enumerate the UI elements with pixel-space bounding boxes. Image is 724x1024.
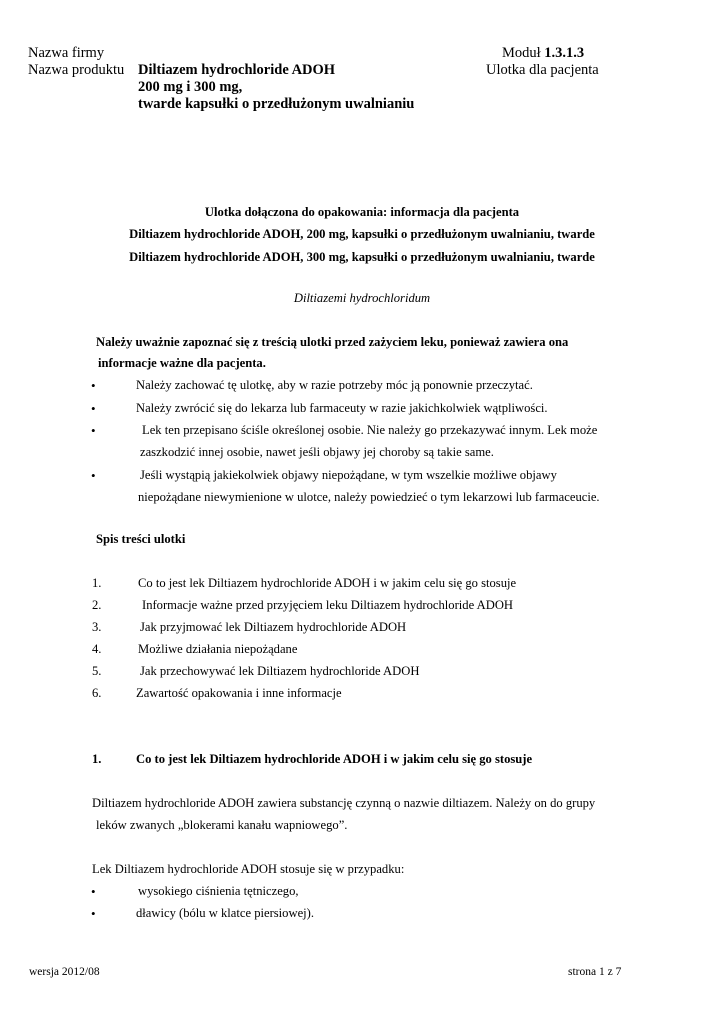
product-strength: 200 mg i 300 mg, bbox=[138, 79, 243, 95]
toc-text: Co to jest lek Diltiazem hydrochloride ADOH i w jakim celu się go stosuje bbox=[138, 576, 517, 590]
section-number: 1. bbox=[92, 752, 102, 766]
paragraph-line: leków zwanych „blokerami kanału wapniowego”. bbox=[96, 818, 348, 832]
bullet-symbol: • bbox=[91, 423, 96, 438]
module-prefix: Moduł bbox=[502, 45, 545, 61]
bullet-symbol: • bbox=[91, 468, 96, 483]
bullet-text: Jeśli wystąpią jakiekolwiek objawy niepożądane, w tym wszelkie możliwe objawy bbox=[140, 468, 557, 482]
warning-line-1: Należy uważnie zapoznać się z treścią ulotki przed zażyciem leku, ponieważ zawiera ona bbox=[96, 335, 569, 349]
toc-text: Zawartość opakowania i inne informacje bbox=[136, 686, 342, 700]
toc-number: 4. bbox=[92, 642, 102, 656]
doc-type-label: Ulotka dla pacjenta bbox=[486, 62, 599, 78]
section-heading: Co to jest lek Diltiazem hydrochloride ADOH i w jakim celu się go stosuje bbox=[136, 752, 533, 766]
warning-line-2: informacje ważne dla pacjenta. bbox=[98, 356, 266, 370]
active-substance: Diltiazemi hydrochloridum bbox=[293, 291, 431, 305]
bullet-text: Należy zachować tę ulotkę, aby w razie potrzeby móc ją ponownie przeczytać. bbox=[136, 378, 533, 392]
module-label bbox=[502, 45, 584, 62]
toc-number: 2. bbox=[92, 598, 102, 612]
product-title-200mg: Diltiazem hydrochloride ADOH, 200 mg, kapsułki o przedłużonym uwalnianiu, twarde bbox=[129, 227, 595, 241]
bullet-text: wysokiego ciśnienia tętniczego, bbox=[138, 884, 299, 898]
bullet-symbol: • bbox=[91, 378, 96, 393]
product-name: Diltiazem hydrochloride ADOH bbox=[138, 62, 336, 78]
toc-number: 6. bbox=[92, 686, 102, 700]
bullet-text: Lek ten przepisano ściśle określonej osobie. Nie należy go przekazywać innym. Lek może bbox=[142, 423, 598, 437]
module-number: 1.3.1.3 bbox=[544, 45, 585, 61]
toc-number: 5. bbox=[92, 664, 102, 678]
product-title-300mg: Diltiazem hydrochloride ADOH, 300 mg, kapsułki o przedłużonym uwalnianiu, twarde bbox=[129, 250, 595, 264]
page-number: strona 1 z 7 bbox=[568, 966, 622, 978]
product-label: Nazwa produktu bbox=[28, 62, 125, 78]
toc-text: Jak przechowywać lek Diltiazem hydrochloride ADOH bbox=[140, 664, 420, 678]
toc-text: Informacje ważne przed przyjęciem leku Diltiazem hydrochloride ADOH bbox=[142, 598, 514, 612]
bullet-symbol: • bbox=[91, 884, 96, 899]
bullet-symbol: • bbox=[91, 401, 96, 416]
toc-number: 3. bbox=[92, 620, 102, 634]
company-label: Nazwa firmy bbox=[28, 45, 105, 61]
paragraph-line: Diltiazem hydrochloride ADOH zawiera substancję czynną o nazwie diltiazem. Należy on do grupy bbox=[92, 796, 596, 810]
product-form: twarde kapsułki o przedłużonym uwalnianiu bbox=[138, 96, 415, 112]
bullet-text: dławicy (bólu w klatce piersiowej). bbox=[136, 906, 315, 920]
toc-number: 1. bbox=[92, 576, 102, 590]
toc-text: Jak przyjmować lek Diltiazem hydrochloride ADOH bbox=[140, 620, 407, 634]
bullet-text-continued: zaszkodzić innej osobie, nawet jeśli objawy jej choroby są takie same. bbox=[140, 445, 494, 459]
version-label: wersja 2012/08 bbox=[29, 966, 100, 978]
paragraph-line: Lek Diltiazem hydrochloride ADOH stosuje się w przypadku: bbox=[92, 862, 405, 876]
bullet-text-continued: niepożądane niewymienione w ulotce, należy powiedzieć o tym lekarzowi lub farmaceucie. bbox=[138, 490, 600, 504]
toc-heading: Spis treści ulotki bbox=[96, 532, 186, 546]
bullet-text: Należy zwrócić się do lekarza lub farmaceuty w razie jakichkolwiek wątpliwości. bbox=[136, 401, 548, 415]
bullet-symbol: • bbox=[91, 906, 96, 921]
leaflet-title: Ulotka dołączona do opakowania: informacja dla pacjenta bbox=[204, 205, 520, 219]
toc-text: Możliwe działania niepożądane bbox=[138, 642, 298, 656]
